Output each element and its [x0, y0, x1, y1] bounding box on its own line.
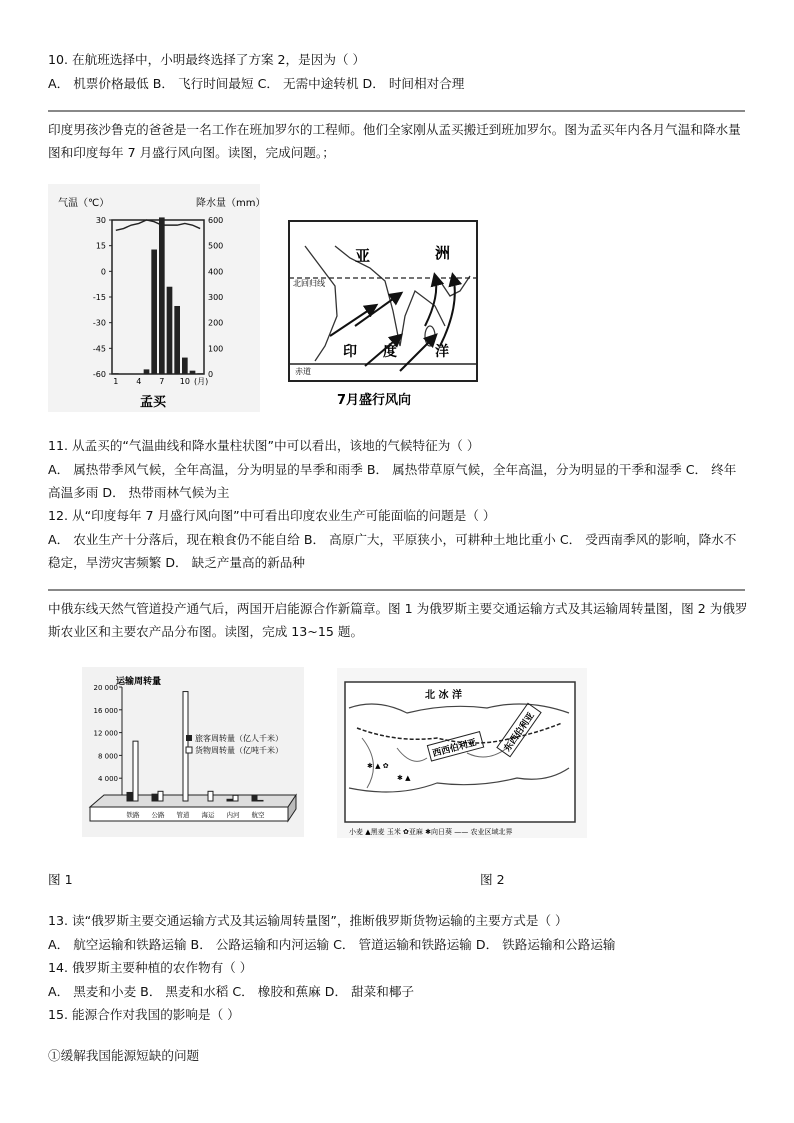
month-unit-label: (月)	[194, 377, 209, 386]
mumbai-climate-chart	[48, 184, 260, 412]
region-west-siberia: 西西伯利亚	[431, 737, 478, 760]
label-du: 度	[383, 344, 397, 360]
precip-bar	[113, 373, 119, 374]
freight-bar	[133, 741, 138, 801]
category-label: 航空	[251, 811, 265, 819]
q14-options: A． 黑麦和小麦 B． 黑麦和水稻 C． 橡胶和蕉麻 D． 甜菜和椰子	[48, 984, 415, 999]
freight-bar	[258, 800, 263, 801]
freight-bar	[183, 692, 188, 801]
legend-swatch-passenger	[186, 735, 192, 741]
precip-bar	[151, 250, 157, 374]
passenger-bar	[127, 792, 132, 801]
passenger-bar	[252, 796, 257, 801]
divider	[48, 589, 745, 591]
q12-stem: 12. 从“印度每年 7 月盛行风向图”中可看出印度农业生产可能面临的问题是（ ）	[48, 508, 496, 523]
q15-stem: 15. 能源合作对我国的影响是（ ）	[48, 1007, 240, 1022]
tropic-label: 北回归线	[293, 279, 325, 288]
passage-russia: 中俄东线天然气管道投产通气后，两国开启能源合作新篇章。图 1 为俄罗斯主要交通运输方式及其运输周转量图，图 2 为俄罗斯农业区和主要农产品分布图。读图，完成 13~15 题。	[48, 601, 748, 639]
wind-map-caption: 7月盛行风向	[337, 393, 412, 408]
precip-tick-label: 200	[208, 318, 224, 328]
arctic-label: 北 冰 洋	[425, 690, 462, 701]
q13-options: A． 航空运输和铁路运输 B． 公路运输和内河运输 C． 管道运输和铁路运输 D． 铁路运输和公路运输	[48, 937, 616, 952]
q11-options: A． 属热带季风气候，全年高温，分为明显的旱季和雨季 B． 属热带草原气候，全年高温，分为明显的干季和湿季 C． 终年高温多雨 D． 热带雨林气候为主	[48, 462, 737, 500]
q10-stem: 10. 在航班选择中，小明最终选择了方案 2，是因为（ ）	[48, 52, 366, 67]
map-legend: 小麦 ▲黑麦 玉米 ✿亚麻 ✱向日葵 —— 农业区域北界	[349, 828, 513, 836]
y-tick-label: 8 000	[97, 752, 118, 761]
passenger-bar	[227, 799, 232, 801]
precip-axis-label: 降水量（mm）	[196, 198, 260, 209]
category-label: 公路	[151, 811, 165, 819]
y-tick-label: 16 000	[93, 706, 118, 715]
precip-tick-label: 600	[208, 216, 224, 225]
category-label: 海运	[201, 811, 215, 819]
precip-bar	[136, 373, 142, 374]
precip-bar	[197, 373, 203, 374]
label-zhou: 洲	[435, 244, 451, 262]
precip-bar	[182, 358, 188, 374]
chart-base-top	[90, 795, 296, 807]
label-yang: 洋	[435, 344, 449, 360]
freight-bar	[208, 791, 213, 801]
figure1-caption: 图 1	[48, 872, 73, 887]
y-tick-label: 4 000	[97, 775, 118, 784]
q12-options: A． 农业生产十分落后，现在粮食仍不能自给 B． 高原广大，平原狭小，可耕种土地比重小 C． 受西南季风的影响，降水不稳定，旱涝灾害频繁 D． 缺乏产量高的新品种	[48, 532, 737, 570]
legend-passenger: 旅客周转量（亿人千米）	[195, 734, 283, 743]
temp-tick-label: -60	[92, 370, 106, 379]
crop-symbols: ✱ ▲	[397, 774, 411, 782]
label-ya: 亚	[355, 247, 371, 265]
plot-frame	[112, 220, 204, 374]
region-east-siberia: 东西伯利亚	[502, 711, 537, 754]
q14-stem: 14. 俄罗斯主要种植的农作物有（ ）	[48, 960, 253, 975]
y-tick-label: 20 000	[93, 684, 118, 692]
temp-axis-label: 气温（℃）	[58, 198, 110, 209]
q15-item1: ①缓解我国能源短缺的问题	[48, 1048, 200, 1063]
temp-tick-label: -15	[92, 293, 106, 302]
freight-bar	[233, 795, 238, 801]
mumbai-climate-figure	[48, 184, 260, 412]
precip-bar	[167, 287, 173, 374]
equator-label: 赤道	[295, 367, 311, 376]
passenger-bar	[152, 794, 157, 801]
precip-bar	[159, 217, 165, 374]
month-tick-label: 1	[113, 377, 119, 386]
transport-figure	[82, 667, 304, 837]
precip-tick-label: 100	[208, 344, 224, 354]
q10-options: A． 机票价格最低 B． 飞行时间最短 C． 无需中途转机 D． 时间相对合理	[48, 76, 465, 91]
category-label: 内河	[226, 811, 240, 819]
precip-tick-label: 300	[208, 293, 224, 302]
divider	[48, 110, 745, 112]
q13-stem: 13. 读“俄罗斯主要交通运输方式及其运输周转量图”，推断俄罗斯货物运输的主要方式是（ ）	[48, 913, 568, 928]
transport-chart	[82, 667, 304, 837]
russia-agri-figure	[337, 668, 587, 838]
q11-stem: 11. 从孟买的“气温曲线和降水量柱状图”中可以看出，该地的气候特征为（ ）	[48, 438, 480, 453]
precip-tick-label: 400	[208, 267, 224, 277]
figure2-caption: 图 2	[480, 872, 505, 887]
temp-tick-label: 0	[100, 267, 106, 277]
crop-symbols: ✱ ▲ ✿	[367, 762, 389, 770]
label-yin: 印	[343, 344, 357, 360]
month-tick-label: 4	[136, 377, 142, 386]
month-tick-label: 7	[159, 377, 165, 386]
freight-bar	[158, 791, 163, 801]
precip-bar	[190, 371, 196, 374]
precip-tick-label: 0	[208, 370, 214, 379]
precip-bar	[128, 373, 134, 374]
temperature-curve	[116, 220, 200, 230]
temp-tick-label: 15	[95, 241, 106, 251]
precip-bar	[174, 306, 180, 374]
category-label: 铁路	[126, 811, 140, 819]
category-label: 管道	[176, 811, 190, 819]
temp-tick-label: -30	[92, 318, 106, 328]
temp-tick-label: -45	[92, 344, 106, 354]
july-wind-map	[275, 196, 485, 412]
july-wind-figure	[275, 196, 485, 412]
legend-swatch-freight	[186, 747, 192, 753]
passage-india: 印度男孩沙鲁克的爸爸是一名工作在班加罗尔的工程师。他们全家刚从孟买搬迁到班加罗尔。图为孟买年内各月气温和降水量图和印度每年 7 月盛行风向图。读图，完成问题。；	[48, 122, 741, 160]
precip-tick-label: 500	[208, 241, 224, 251]
russia-agri-map	[337, 668, 587, 838]
temp-tick-label: 30	[95, 216, 106, 225]
transport-title: 运输周转量	[116, 677, 162, 687]
precip-bar	[144, 369, 150, 374]
precip-bar	[121, 373, 127, 374]
legend-freight: 货物周转量（亿吨千米）	[195, 746, 283, 755]
climate-caption: 孟买	[140, 395, 167, 410]
month-tick-label: 10	[179, 377, 190, 386]
y-tick-label: 12 000	[93, 729, 118, 738]
